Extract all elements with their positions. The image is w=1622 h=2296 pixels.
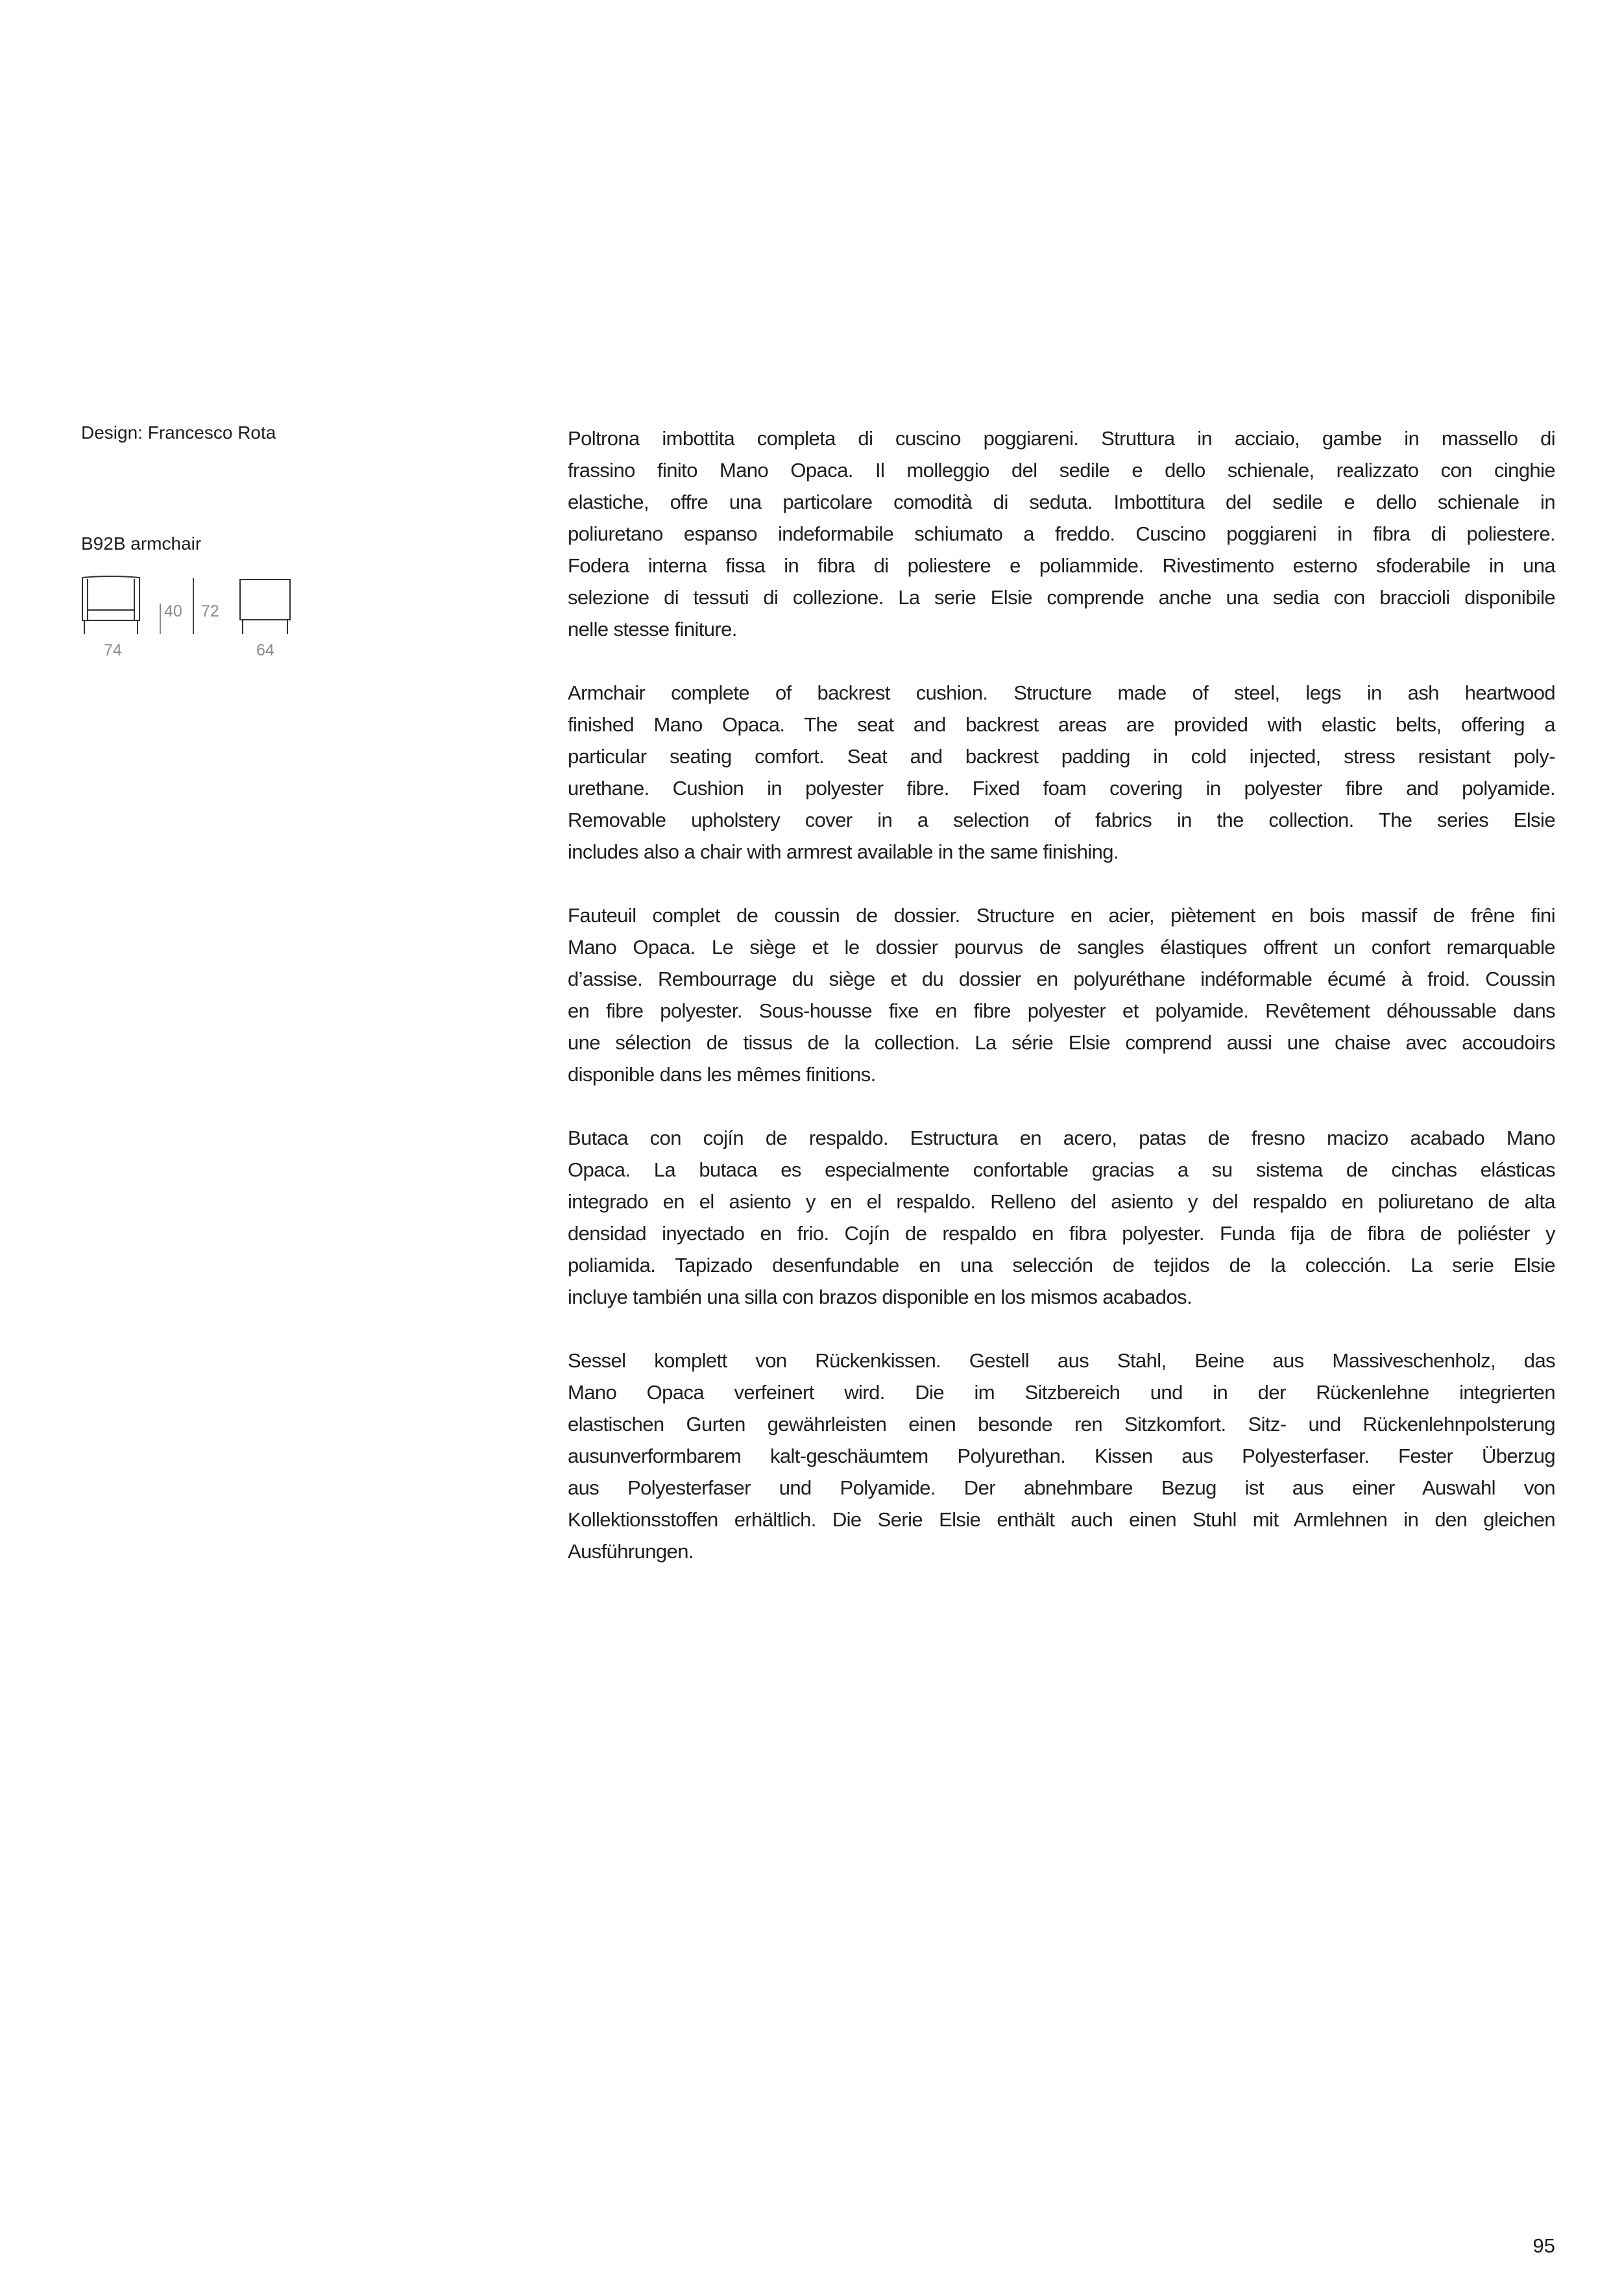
- description-english: [568, 677, 1555, 868]
- text-line: nelle stesse finiture.: [568, 618, 737, 641]
- text-line: incluye también una silla con brazos disponible en los mismos acabados.: [568, 1286, 1192, 1308]
- text-line: Removable upholstery cover in a selection of fabrics in the collection. The series Elsie: [568, 809, 1555, 831]
- armchair-side-view-icon: [240, 580, 290, 634]
- page-number: 95: [1532, 2234, 1555, 2257]
- text-line: Ausführungen.: [568, 1540, 694, 1563]
- model-name: B92B armchair: [81, 533, 202, 554]
- text-line: particular seating comfort. Seat and backrest padding in cold injected, stress resistant poly-: [568, 745, 1555, 768]
- text-line: poliamida. Tapizado desenfundable en una selección de tejidos de la colección. La serie Elsie: [568, 1254, 1555, 1276]
- text-line: Butaca con cojín de respaldo. Estructura en acero, patas de fresno macizo acabado Mano: [568, 1127, 1555, 1149]
- text-line: Kollektionsstoffen erhältlich. Die Serie Elsie enthält auch einen Stuhl mit Armlehnen in den gleichen: [568, 1508, 1555, 1531]
- armchair-front-view-icon: [82, 576, 139, 634]
- depth-label: 64: [256, 641, 274, 659]
- description-german: [568, 1345, 1555, 1567]
- text-line: Fauteuil complet de coussin de dossier. Structure en acier, piètement en bois massif de frêne fini: [568, 904, 1555, 927]
- text-line: frassino finito Mano Opaca. Il molleggio del sedile e dello schienale, realizzato con cinghie: [568, 459, 1555, 482]
- description-spanish: [568, 1122, 1555, 1313]
- height-label: 72: [201, 602, 219, 620]
- text-line: urethane. Cushion in polyester fibre. Fixed foam covering in polyester fibre and polyamide.: [568, 777, 1555, 800]
- description-italian: [568, 422, 1555, 645]
- text-line: densidad inyectado en frio. Cojín de respaldo en fibra polyester. Funda fija de fibra de poliéster y: [568, 1222, 1555, 1245]
- text-line: integrado en el asiento y en el respaldo. Relleno del asiento y del respaldo en poliuretano de alta: [568, 1190, 1555, 1213]
- text-line: elastischen Gurten gewährleisten einen besonde ren Sitzkomfort. Sitz- und Rückenlehnpolsterung: [568, 1413, 1555, 1435]
- text-line: aus Polyesterfaser und Polyamide. Der abnehmbare Bezug ist aus einer Auswahl von: [568, 1476, 1555, 1499]
- text-line: elastiche, offre una particolare comodità di seduta. Imbottitura del sedile e dello schienale in: [568, 491, 1555, 513]
- text-line: Sessel komplett von Rückenkissen. Gestell aus Stahl, Beine aus Massiveschenholz, das: [568, 1349, 1555, 1372]
- text-line: Fodera interna fissa in fibra di poliestere e poliammide. Rivestimento esterno sfoderabile in una: [568, 554, 1555, 577]
- width-label: 74: [104, 641, 122, 659]
- text-line: Poltrona imbottita completa di cuscino poggiareni. Struttura in acciaio, gambe in massello di: [568, 427, 1555, 450]
- text-line: Opaca. La butaca es especialmente confortable gracias a su sistema de cinchas elásticas: [568, 1158, 1555, 1181]
- text-line: d’assise. Rembourrage du siège et du dossier en polyuréthane indéformable écumé à froid. Coussin: [568, 968, 1555, 990]
- text-line: en fibre polyester. Sous-housse fixe en fibre polyester et polyamide. Revêtement déhoussable dans: [568, 999, 1555, 1022]
- dimension-diagram: [78, 571, 311, 668]
- description-french: [568, 899, 1555, 1090]
- text-line: includes also a chair with armrest available in the same finishing.: [568, 840, 1119, 863]
- description-text: [568, 422, 1555, 1599]
- text-line: selezione di tessuti di collezione. La serie Elsie comprende anche una sedia con braccioli disponibile: [568, 586, 1555, 609]
- text-line: une sélection de tissus de la collection. La série Elsie comprend aussi une chaise avec accoudoirs: [568, 1031, 1555, 1054]
- seat-height-label: 40: [164, 602, 182, 620]
- text-line: Mano Opaca. Le siège et le dossier pourvus de sangles élastiques offrent un confort remarquable: [568, 936, 1555, 959]
- text-line: Armchair complete of backrest cushion. Structure made of steel, legs in ash heartwood: [568, 681, 1555, 704]
- text-line: Mano Opaca verfeinert wird. Die im Sitzbereich und in der Rückenlehne integrierten: [568, 1381, 1555, 1404]
- designer-credit: Design: Francesco Rota: [81, 422, 276, 443]
- text-line: finished Mano Opaca. The seat and backrest areas are provided with elastic belts, offering a: [568, 713, 1555, 736]
- text-line: disponible dans les mêmes finitions.: [568, 1063, 876, 1086]
- text-line: ausunverformbarem kalt-geschäumtem Polyurethan. Kissen aus Polyesterfaser. Fester Überzug: [568, 1445, 1555, 1467]
- text-line: poliuretano espanso indeformabile schiumato a freddo. Cuscino poggiareni in fibra di poliestere.: [568, 522, 1555, 545]
